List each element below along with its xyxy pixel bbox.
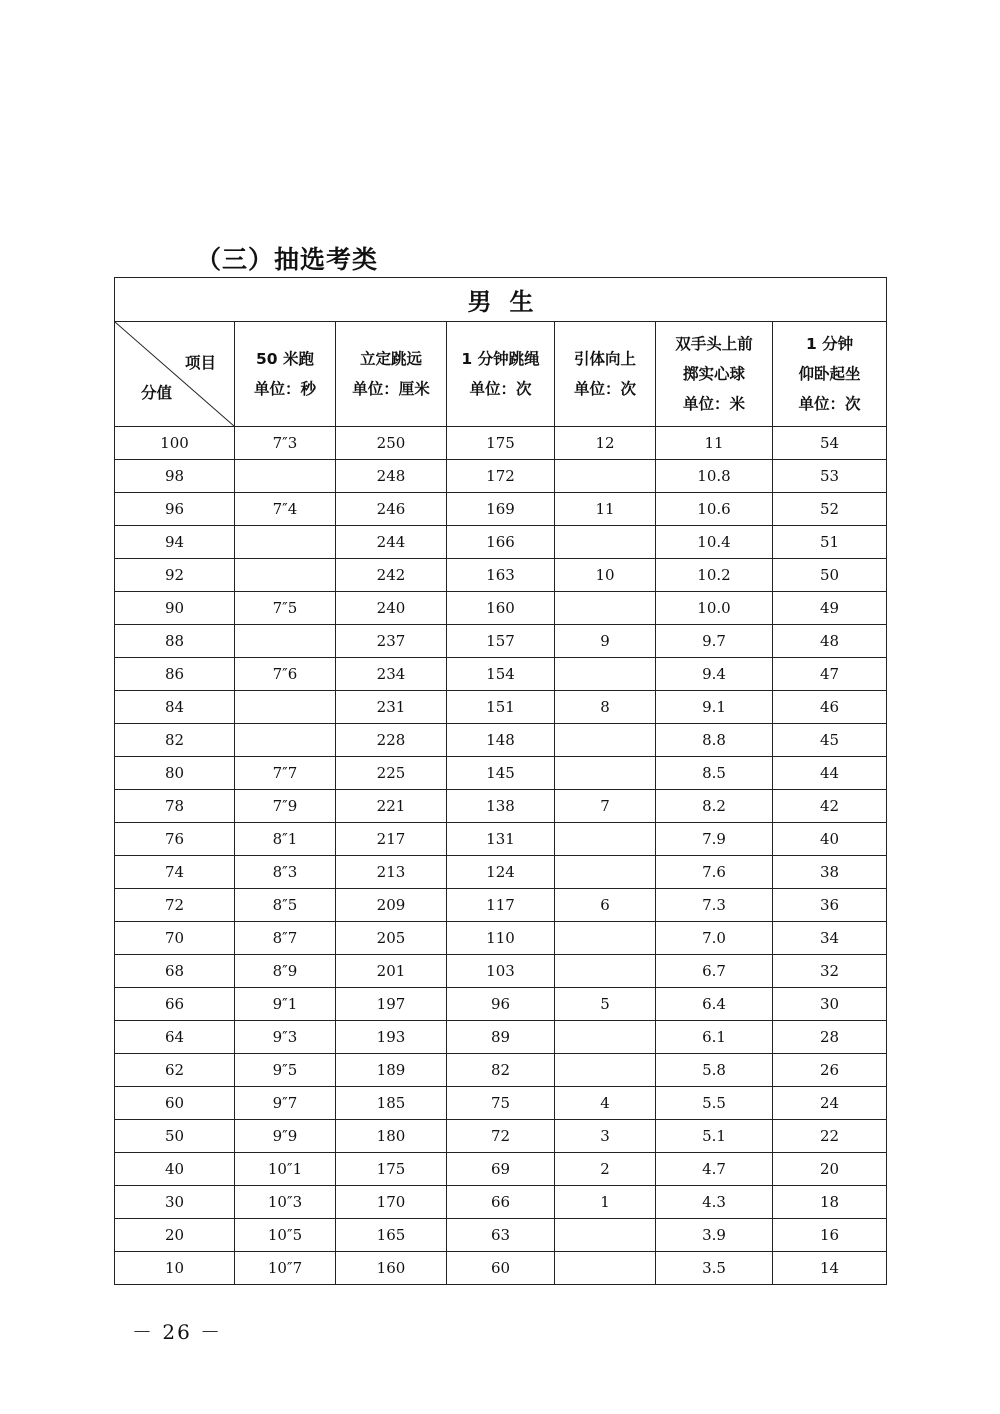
value-cell-standing-long-jump: 240 xyxy=(336,592,447,625)
value-cell-run-50m: 7″5 xyxy=(235,592,336,625)
value-cell-run-50m xyxy=(235,724,336,757)
value-cell-sit-ups: 24 xyxy=(773,1087,887,1120)
value-cell-pull-ups xyxy=(555,823,656,856)
value-cell-rope-skipping: 69 xyxy=(447,1153,555,1186)
value-cell-medicine-ball-throw: 9.1 xyxy=(656,691,773,724)
value-cell-medicine-ball-throw: 4.7 xyxy=(656,1153,773,1186)
value-cell-standing-long-jump: 180 xyxy=(336,1120,447,1153)
value-cell-medicine-ball-throw: 6.4 xyxy=(656,988,773,1021)
value-cell-rope-skipping: 89 xyxy=(447,1021,555,1054)
value-cell-sit-ups: 32 xyxy=(773,955,887,988)
score-cell: 98 xyxy=(115,460,235,493)
value-cell-medicine-ball-throw: 7.3 xyxy=(656,889,773,922)
value-cell-medicine-ball-throw: 10.4 xyxy=(656,526,773,559)
table-row xyxy=(115,526,887,559)
value-cell-pull-ups: 11 xyxy=(555,493,656,526)
table-row xyxy=(115,1252,887,1285)
table-row xyxy=(115,1120,887,1153)
value-cell-rope-skipping: 110 xyxy=(447,922,555,955)
value-cell-rope-skipping: 75 xyxy=(447,1087,555,1120)
column-header-line: 单位：次 xyxy=(573,380,636,398)
table-row xyxy=(115,823,887,856)
table-row xyxy=(115,955,887,988)
value-cell-pull-ups xyxy=(555,1219,656,1252)
score-cell: 84 xyxy=(115,691,235,724)
value-cell-standing-long-jump: 217 xyxy=(336,823,447,856)
value-cell-standing-long-jump: 205 xyxy=(336,922,447,955)
value-cell-pull-ups: 9 xyxy=(555,625,656,658)
value-cell-standing-long-jump: 201 xyxy=(336,955,447,988)
value-cell-pull-ups xyxy=(555,856,656,889)
column-header-line: 单位：次 xyxy=(469,380,532,398)
value-cell-run-50m: 10″7 xyxy=(235,1252,336,1285)
score-cell: 78 xyxy=(115,790,235,823)
value-cell-rope-skipping: 154 xyxy=(447,658,555,691)
value-cell-run-50m: 9″9 xyxy=(235,1120,336,1153)
score-cell: 100 xyxy=(115,427,235,460)
value-cell-standing-long-jump: 185 xyxy=(336,1087,447,1120)
value-cell-run-50m: 7″4 xyxy=(235,493,336,526)
value-cell-pull-ups xyxy=(555,955,656,988)
column-header-line: 单位：厘米 xyxy=(352,380,430,398)
page-number: － 26 － xyxy=(132,1320,223,1344)
value-cell-run-50m: 8″3 xyxy=(235,856,336,889)
table-row xyxy=(115,592,887,625)
value-cell-run-50m xyxy=(235,625,336,658)
table-row xyxy=(115,691,887,724)
column-header-rope-skipping xyxy=(447,322,555,427)
value-cell-rope-skipping: 63 xyxy=(447,1219,555,1252)
value-cell-medicine-ball-throw: 11 xyxy=(656,427,773,460)
value-cell-run-50m: 7″9 xyxy=(235,790,336,823)
value-cell-rope-skipping: 66 xyxy=(447,1186,555,1219)
score-cell: 62 xyxy=(115,1054,235,1087)
value-cell-pull-ups xyxy=(555,526,656,559)
table-row xyxy=(115,427,887,460)
column-header-line: 1 分钟跳绳 xyxy=(461,350,540,368)
score-cell: 40 xyxy=(115,1153,235,1186)
value-cell-pull-ups xyxy=(555,592,656,625)
column-header-sit-ups xyxy=(773,322,887,427)
table-row xyxy=(115,1186,887,1219)
value-cell-run-50m: 8″9 xyxy=(235,955,336,988)
column-header-run-50m xyxy=(235,322,336,427)
column-header-line: 单位：米 xyxy=(682,395,745,413)
score-cell: 30 xyxy=(115,1186,235,1219)
value-cell-run-50m: 8″7 xyxy=(235,922,336,955)
table-row xyxy=(115,493,887,526)
value-cell-rope-skipping: 169 xyxy=(447,493,555,526)
value-cell-standing-long-jump: 237 xyxy=(336,625,447,658)
section-title: （三）抽选考类 xyxy=(196,245,379,274)
score-cell: 96 xyxy=(115,493,235,526)
value-cell-pull-ups xyxy=(555,922,656,955)
table-row xyxy=(115,1087,887,1120)
value-cell-rope-skipping: 160 xyxy=(447,592,555,625)
value-cell-run-50m xyxy=(235,460,336,493)
value-cell-rope-skipping: 124 xyxy=(447,856,555,889)
value-cell-run-50m: 10″3 xyxy=(235,1186,336,1219)
table-row xyxy=(115,658,887,691)
value-cell-rope-skipping: 151 xyxy=(447,691,555,724)
value-cell-pull-ups xyxy=(555,1021,656,1054)
value-cell-medicine-ball-throw: 10.2 xyxy=(656,559,773,592)
value-cell-standing-long-jump: 248 xyxy=(336,460,447,493)
value-cell-standing-long-jump: 246 xyxy=(336,493,447,526)
value-cell-pull-ups: 12 xyxy=(555,427,656,460)
value-cell-standing-long-jump: 189 xyxy=(336,1054,447,1087)
item-label: 项目 xyxy=(184,354,216,372)
score-cell: 68 xyxy=(115,955,235,988)
score-cell: 88 xyxy=(115,625,235,658)
value-cell-sit-ups: 26 xyxy=(773,1054,887,1087)
value-cell-rope-skipping: 175 xyxy=(447,427,555,460)
value-cell-sit-ups: 30 xyxy=(773,988,887,1021)
diagonal-divider xyxy=(115,322,234,426)
value-cell-pull-ups: 8 xyxy=(555,691,656,724)
value-cell-run-50m: 8″1 xyxy=(235,823,336,856)
table-row xyxy=(115,856,887,889)
score-label: 分值 xyxy=(141,384,173,402)
value-cell-medicine-ball-throw: 5.5 xyxy=(656,1087,773,1120)
value-cell-medicine-ball-throw: 8.2 xyxy=(656,790,773,823)
table-row xyxy=(115,757,887,790)
value-cell-medicine-ball-throw: 10.6 xyxy=(656,493,773,526)
value-cell-run-50m xyxy=(235,526,336,559)
value-cell-sit-ups: 54 xyxy=(773,427,887,460)
value-cell-run-50m: 7″7 xyxy=(235,757,336,790)
value-cell-pull-ups: 5 xyxy=(555,988,656,1021)
value-cell-run-50m: 9″5 xyxy=(235,1054,336,1087)
value-cell-pull-ups: 6 xyxy=(555,889,656,922)
value-cell-sit-ups: 48 xyxy=(773,625,887,658)
value-cell-standing-long-jump: 170 xyxy=(336,1186,447,1219)
score-cell: 90 xyxy=(115,592,235,625)
value-cell-sit-ups: 34 xyxy=(773,922,887,955)
column-header-standing-long-jump xyxy=(336,322,447,427)
value-cell-run-50m: 8″5 xyxy=(235,889,336,922)
value-cell-sit-ups: 45 xyxy=(773,724,887,757)
column-header-line: 引体向上 xyxy=(573,350,636,368)
table-row xyxy=(115,922,887,955)
table-row xyxy=(115,460,887,493)
value-cell-sit-ups: 18 xyxy=(773,1186,887,1219)
value-cell-sit-ups: 53 xyxy=(773,460,887,493)
value-cell-sit-ups: 40 xyxy=(773,823,887,856)
score-cell: 72 xyxy=(115,889,235,922)
value-cell-sit-ups: 47 xyxy=(773,658,887,691)
column-header-line: 掷实心球 xyxy=(682,365,745,383)
value-cell-sit-ups: 28 xyxy=(773,1021,887,1054)
score-table xyxy=(114,277,887,1285)
value-cell-rope-skipping: 72 xyxy=(447,1120,555,1153)
value-cell-medicine-ball-throw: 3.5 xyxy=(656,1252,773,1285)
value-cell-medicine-ball-throw: 10.0 xyxy=(656,592,773,625)
score-cell: 74 xyxy=(115,856,235,889)
score-cell: 60 xyxy=(115,1087,235,1120)
score-cell: 70 xyxy=(115,922,235,955)
value-cell-standing-long-jump: 197 xyxy=(336,988,447,1021)
value-cell-run-50m: 7″6 xyxy=(235,658,336,691)
column-header-line: 单位：次 xyxy=(798,395,861,413)
column-header-line: 1 分钟 xyxy=(805,335,854,353)
value-cell-medicine-ball-throw: 9.7 xyxy=(656,625,773,658)
value-cell-sit-ups: 16 xyxy=(773,1219,887,1252)
value-cell-pull-ups xyxy=(555,724,656,757)
value-cell-rope-skipping: 138 xyxy=(447,790,555,823)
table-row xyxy=(115,625,887,658)
table-row xyxy=(115,988,887,1021)
value-cell-rope-skipping: 166 xyxy=(447,526,555,559)
score-cell: 64 xyxy=(115,1021,235,1054)
table-row xyxy=(115,790,887,823)
score-cell: 50 xyxy=(115,1120,235,1153)
value-cell-rope-skipping: 60 xyxy=(447,1252,555,1285)
value-cell-standing-long-jump: 175 xyxy=(336,1153,447,1186)
column-header-medicine-ball-throw xyxy=(656,322,773,427)
value-cell-rope-skipping: 163 xyxy=(447,559,555,592)
table-row xyxy=(115,559,887,592)
value-cell-rope-skipping: 96 xyxy=(447,988,555,1021)
table-row xyxy=(115,1021,887,1054)
value-cell-medicine-ball-throw: 8.8 xyxy=(656,724,773,757)
gender-header: 男生 xyxy=(115,278,887,322)
value-cell-sit-ups: 38 xyxy=(773,856,887,889)
value-cell-sit-ups: 42 xyxy=(773,790,887,823)
value-cell-pull-ups xyxy=(555,1054,656,1087)
value-cell-rope-skipping: 103 xyxy=(447,955,555,988)
value-cell-pull-ups: 2 xyxy=(555,1153,656,1186)
value-cell-medicine-ball-throw: 5.1 xyxy=(656,1120,773,1153)
value-cell-medicine-ball-throw: 9.4 xyxy=(656,658,773,691)
value-cell-sit-ups: 22 xyxy=(773,1120,887,1153)
value-cell-medicine-ball-throw: 5.8 xyxy=(656,1054,773,1087)
value-cell-pull-ups xyxy=(555,757,656,790)
value-cell-run-50m xyxy=(235,691,336,724)
value-cell-pull-ups: 3 xyxy=(555,1120,656,1153)
score-cell: 80 xyxy=(115,757,235,790)
value-cell-pull-ups: 4 xyxy=(555,1087,656,1120)
value-cell-sit-ups: 50 xyxy=(773,559,887,592)
value-cell-sit-ups: 14 xyxy=(773,1252,887,1285)
score-cell: 66 xyxy=(115,988,235,1021)
table-row xyxy=(115,724,887,757)
value-cell-medicine-ball-throw: 6.7 xyxy=(656,955,773,988)
value-cell-run-50m: 9″1 xyxy=(235,988,336,1021)
value-cell-rope-skipping: 145 xyxy=(447,757,555,790)
score-cell: 94 xyxy=(115,526,235,559)
table-row xyxy=(115,1153,887,1186)
value-cell-rope-skipping: 117 xyxy=(447,889,555,922)
value-cell-pull-ups xyxy=(555,460,656,493)
value-cell-medicine-ball-throw: 6.1 xyxy=(656,1021,773,1054)
value-cell-sit-ups: 36 xyxy=(773,889,887,922)
score-cell: 92 xyxy=(115,559,235,592)
value-cell-sit-ups: 20 xyxy=(773,1153,887,1186)
column-header-line: 单位：秒 xyxy=(253,380,316,398)
value-cell-rope-skipping: 148 xyxy=(447,724,555,757)
value-cell-run-50m: 9″3 xyxy=(235,1021,336,1054)
value-cell-standing-long-jump: 225 xyxy=(336,757,447,790)
score-cell: 10 xyxy=(115,1252,235,1285)
value-cell-sit-ups: 52 xyxy=(773,493,887,526)
column-header-line: 仰卧起坐 xyxy=(798,365,861,383)
value-cell-standing-long-jump: 221 xyxy=(336,790,447,823)
corner-header-cell xyxy=(115,322,235,427)
value-cell-pull-ups: 10 xyxy=(555,559,656,592)
column-header-line: 立定跳远 xyxy=(359,350,422,368)
column-header-pull-ups xyxy=(555,322,656,427)
value-cell-rope-skipping: 157 xyxy=(447,625,555,658)
value-cell-run-50m: 9″7 xyxy=(235,1087,336,1120)
value-cell-standing-long-jump: 228 xyxy=(336,724,447,757)
value-cell-medicine-ball-throw: 8.5 xyxy=(656,757,773,790)
value-cell-medicine-ball-throw: 3.9 xyxy=(656,1219,773,1252)
value-cell-sit-ups: 51 xyxy=(773,526,887,559)
value-cell-pull-ups: 7 xyxy=(555,790,656,823)
value-cell-standing-long-jump: 234 xyxy=(336,658,447,691)
value-cell-standing-long-jump: 165 xyxy=(336,1219,447,1252)
table-row xyxy=(115,1219,887,1252)
value-cell-run-50m xyxy=(235,559,336,592)
score-cell: 82 xyxy=(115,724,235,757)
value-cell-standing-long-jump: 209 xyxy=(336,889,447,922)
value-cell-rope-skipping: 172 xyxy=(447,460,555,493)
value-cell-pull-ups xyxy=(555,658,656,691)
value-cell-medicine-ball-throw: 4.3 xyxy=(656,1186,773,1219)
value-cell-medicine-ball-throw: 7.9 xyxy=(656,823,773,856)
value-cell-medicine-ball-throw: 10.8 xyxy=(656,460,773,493)
column-header-line: 50 米跑 xyxy=(256,350,314,368)
value-cell-standing-long-jump: 250 xyxy=(336,427,447,460)
value-cell-rope-skipping: 82 xyxy=(447,1054,555,1087)
value-cell-medicine-ball-throw: 7.6 xyxy=(656,856,773,889)
value-cell-standing-long-jump: 244 xyxy=(336,526,447,559)
value-cell-run-50m: 7″3 xyxy=(235,427,336,460)
value-cell-run-50m: 10″5 xyxy=(235,1219,336,1252)
score-cell: 76 xyxy=(115,823,235,856)
value-cell-sit-ups: 46 xyxy=(773,691,887,724)
value-cell-standing-long-jump: 231 xyxy=(336,691,447,724)
score-cell: 86 xyxy=(115,658,235,691)
value-cell-medicine-ball-throw: 7.0 xyxy=(656,922,773,955)
value-cell-standing-long-jump: 242 xyxy=(336,559,447,592)
score-cell: 20 xyxy=(115,1219,235,1252)
table-row xyxy=(115,889,887,922)
value-cell-sit-ups: 44 xyxy=(773,757,887,790)
value-cell-rope-skipping: 131 xyxy=(447,823,555,856)
value-cell-pull-ups: 1 xyxy=(555,1186,656,1219)
value-cell-run-50m: 10″1 xyxy=(235,1153,336,1186)
value-cell-standing-long-jump: 160 xyxy=(336,1252,447,1285)
value-cell-pull-ups xyxy=(555,1252,656,1285)
table-row xyxy=(115,1054,887,1087)
value-cell-sit-ups: 49 xyxy=(773,592,887,625)
value-cell-standing-long-jump: 193 xyxy=(336,1021,447,1054)
value-cell-standing-long-jump: 213 xyxy=(336,856,447,889)
column-header-line: 双手头上前 xyxy=(675,335,753,353)
